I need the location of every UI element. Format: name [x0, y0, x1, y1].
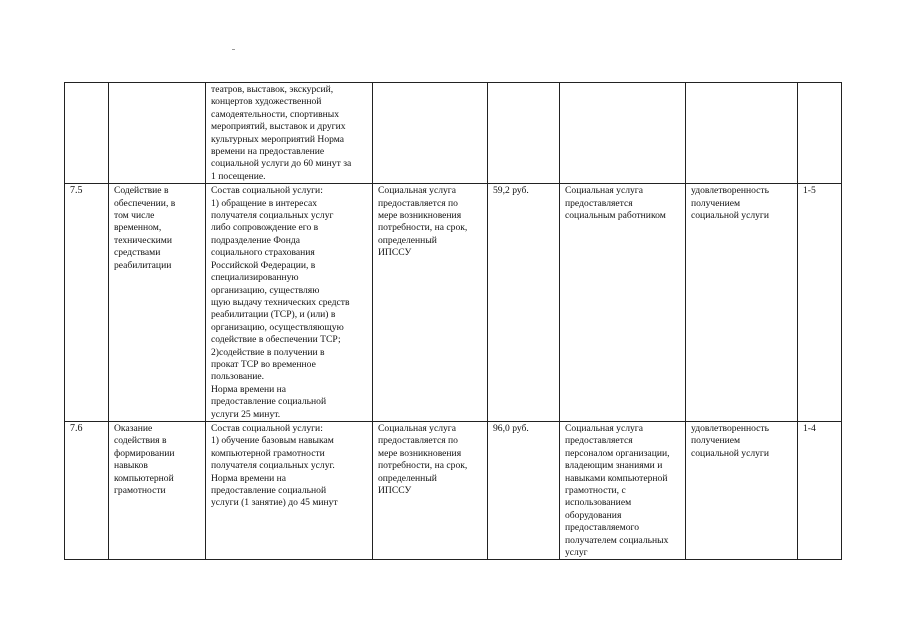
- services-table: [64, 82, 842, 560]
- cell-rating: [798, 83, 842, 184]
- cell-rating: 1-5: [798, 184, 842, 422]
- cell-price: [488, 83, 560, 184]
- cell-provider: Социальная услуга предоставляется социальным работником: [560, 184, 686, 422]
- cell-quality: удовлетворенность получением социальной услуги: [686, 184, 798, 422]
- cell-price: 59,2 руб.: [488, 184, 560, 422]
- cell-rating: 1-4: [798, 421, 842, 559]
- cell-number: [65, 83, 109, 184]
- table-row: [65, 184, 842, 422]
- cell-quality: удовлетворенность получением социальной услуги: [686, 421, 798, 559]
- cell-periodicity: Социальная услуга предоставляется по мере возникновения потребности, на срок, определенный ИПССУ: [373, 184, 488, 422]
- cell-service: [109, 83, 206, 184]
- cell-service: Содействие в обеспечении, в том числе временном, техническими средствами реабилитации: [109, 184, 206, 422]
- cell-provider: [560, 83, 686, 184]
- cell-periodicity: [373, 83, 488, 184]
- cell-periodicity: Социальная услуга предоставляется по мере возникновения потребности, на срок, определенный ИПССУ: [373, 421, 488, 559]
- cell-quality: [686, 83, 798, 184]
- cell-provider: Социальная услуга предоставляется персоналом организации, владеющим знаниями и навыками компьютерной грамотности, с использованием оборудования предоставляемого получателем социальных услуг: [560, 421, 686, 559]
- cell-price: 96,0 руб.: [488, 421, 560, 559]
- cell-service: Оказание содействия в формировании навыков компьютерной грамотности: [109, 421, 206, 559]
- table-row: [65, 83, 842, 184]
- cell-composition: Состав социальной услуги: 1) обращение в интересах получателя социальных услуг либо сопровождение его в подразделение Фонда социального страхования Российской Федерации, в специализированную организацию, существляю щую выдачу технических средств реабилитации (ТСР), и (или) в организацию, осуществляющую содействие в обеспечении ТСР; 2)содействие в получении в прокат ТСР во временное пользование. Норма времени на предоставление социальной услуги 25 минут.: [206, 184, 373, 422]
- cell-composition: Состав социальной услуги: 1) обучение базовым навыкам компьютерной грамотности получателя социальных услуг. Норма времени на предоставление социальной услуги (1 занятие) до 45 минут: [206, 421, 373, 559]
- cell-composition: театров, выставок, экскурсий, концертов художественной самодеятельности, спортивных мероприятий, выставок и других культурных мероприятий Норма времени на предоставление социальной услуги до 60 минут за 1 посещение.: [206, 83, 373, 184]
- scan-speck: [232, 49, 235, 50]
- cell-number: 7.6: [65, 421, 109, 559]
- table-row: [65, 421, 842, 559]
- cell-number: 7.5: [65, 184, 109, 422]
